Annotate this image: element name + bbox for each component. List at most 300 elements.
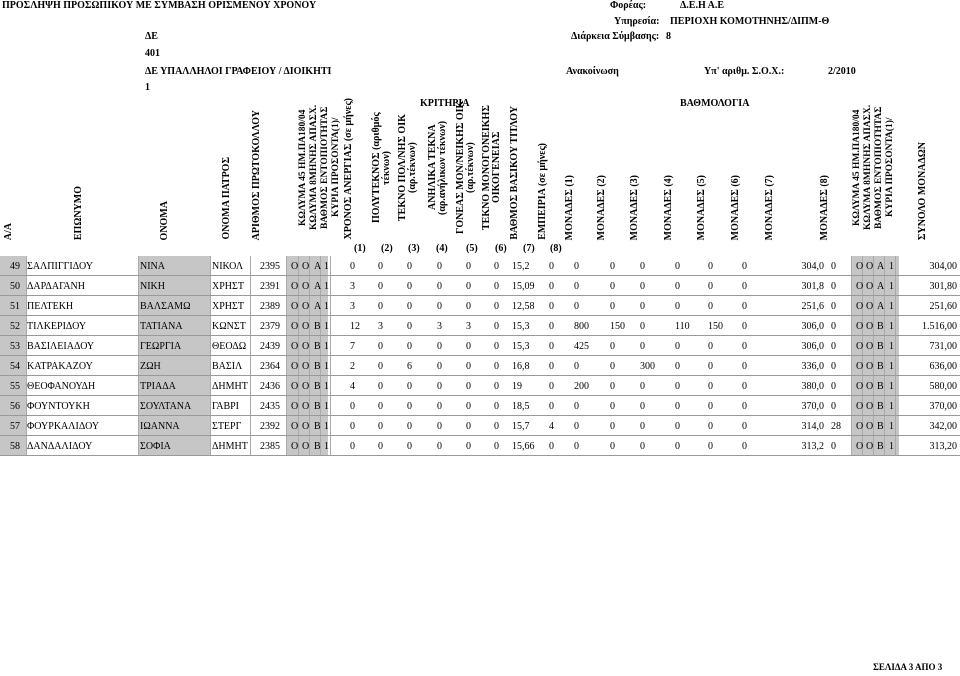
cell-k4: 1: [324, 361, 329, 372]
cell-eponymo: ΠΕΛΤΕΚΗ: [27, 301, 74, 312]
cell-m6: 0: [742, 381, 747, 392]
cell-m1: 0: [574, 261, 579, 272]
cell-q2: Ο: [866, 421, 874, 432]
column-separator: [286, 356, 287, 376]
column-separator: [210, 376, 211, 396]
table-row: [0, 356, 960, 376]
cell-q4: 1: [889, 341, 894, 352]
cell-k3: Β: [314, 441, 321, 452]
cell-m5: 0: [708, 441, 713, 452]
cell-c3: 6: [407, 361, 412, 372]
cell-q1: Ο: [856, 341, 864, 352]
cell-c4: 3: [437, 321, 442, 332]
column-separator: [210, 276, 211, 296]
col-kolyma-2: ΚΩΛΥΜΑ 45 ΗΜ.ΠΑ180/04 ΚΩΛΥΜΑ 8ΜΗΝΗΣ ΑΠΑΣΧ. ΒΑΘΜΟΣ ΕΝΤΟΠΙΟΤΗΤΑΣ ΚΥΡΙΑ ΠΡΟΣΟΝΤΑ(1)/: [852, 104, 895, 231]
cell-k1: Ο: [291, 401, 299, 412]
cell-q3: Β: [877, 421, 884, 432]
column-separator: [250, 416, 251, 436]
col-protokollou: ΑΡΙΘΜΟΣ ΠΡΩΤΟΚΟΛΛΟΥ: [251, 109, 262, 240]
cell-m3: 0: [640, 441, 645, 452]
cell-m2: 0: [610, 381, 615, 392]
cell-k3: Β: [314, 381, 321, 392]
cell-onoma: ΣΟΦΙΑ: [140, 441, 171, 452]
column-separator: [138, 356, 139, 376]
cell-c1: 2: [350, 361, 355, 372]
cell-c2: 0: [378, 301, 383, 312]
cell-c8: 0: [549, 361, 554, 372]
cell-prot: 2392: [260, 421, 280, 432]
cell-total: 370,00: [929, 401, 957, 412]
cell-m2: 0: [610, 281, 615, 292]
cell-c4: 0: [437, 401, 442, 412]
cell-c5: 0: [466, 301, 471, 312]
cell-k1: Ο: [291, 301, 299, 312]
cell-patros: ΔΗΜΗΤ: [212, 441, 248, 452]
category-label: ΔΕ: [145, 31, 158, 42]
cell-m7: 251,6: [801, 301, 824, 312]
cell-m6: 0: [742, 401, 747, 412]
cell-q3: Α: [877, 261, 885, 272]
cell-c3: 0: [407, 281, 412, 292]
cell-prot: 2389: [260, 301, 280, 312]
col-eponymo: ΕΠΩΝΥΜΟ: [73, 185, 84, 240]
cell-c2: 0: [378, 381, 383, 392]
cell-eponymo: ΒΑΣΙΛΕΙΑΔΟΥ: [27, 341, 95, 352]
cell-q3: Α: [877, 281, 885, 292]
cell-total: 1.516,00: [922, 321, 957, 332]
cell-c2: 3: [378, 321, 383, 332]
column-separator: [851, 336, 852, 356]
cell-q3: Β: [877, 341, 884, 352]
cell-aa: 50: [10, 281, 20, 292]
cell-m2: 0: [610, 261, 615, 272]
cell-k4: 1: [324, 401, 329, 412]
col-kolyma: ΚΩΛΥΜΑ 45 ΗΜ.ΠΑ180/04 ΚΩΛΥΜΑ 8ΜΗΝΗΣ ΑΠΑΣΧ. ΒΑΘΜΟΣ ΕΝΤΟΠΙΟΤΗΤΑΣ ΚΥΡΙΑ ΠΡΟΣΟΝΤΑ(1)/: [298, 104, 341, 231]
cell-c3: 0: [407, 381, 412, 392]
column-separator: [250, 356, 251, 376]
cell-c6: 0: [494, 361, 499, 372]
cell-k2: Ο: [302, 361, 310, 372]
cell-q4: 1: [889, 401, 894, 412]
cell-prot: 2439: [260, 341, 280, 352]
cell-m5: 0: [708, 381, 713, 392]
cell-k3: Β: [314, 341, 321, 352]
cell-patros: ΚΩΝΣΤ: [212, 321, 246, 332]
cell-m7: 380,0: [801, 381, 824, 392]
cell-onoma: ΓΕΩΡΓΙΑ: [140, 341, 182, 352]
cell-c5: 0: [466, 401, 471, 412]
col-polyteknos: ΠΟΛΥΤΕΚΝΟΣ (αριθμός τέκνων): [371, 112, 392, 223]
criteria-subnumber: (7): [523, 243, 535, 254]
cell-k2: Ο: [302, 401, 310, 412]
cell-c2: 0: [378, 441, 383, 452]
cell-m2: 150: [610, 321, 625, 332]
cell-c2: 0: [378, 281, 383, 292]
cell-c4: 0: [437, 281, 442, 292]
cell-patros: ΝΙΚΟΛ: [212, 261, 244, 272]
column-separator: [851, 316, 852, 336]
cell-m1: 0: [574, 281, 579, 292]
cell-c8: 0: [549, 401, 554, 412]
cell-m2: 0: [610, 341, 615, 352]
criteria-subnumber: (3): [408, 243, 420, 254]
cell-k3: Β: [314, 421, 321, 432]
cell-k4: 1: [324, 341, 329, 352]
cell-q3: Α: [877, 301, 885, 312]
cell-q4: 1: [889, 321, 894, 332]
cell-m3: 0: [640, 301, 645, 312]
cell-q3: Β: [877, 401, 884, 412]
cell-m6: 0: [742, 421, 747, 432]
cell-eponymo: ΔΑΡΔΑΓΑΝΗ: [27, 281, 85, 292]
cell-c8: 0: [549, 301, 554, 312]
cell-total: 731,00: [929, 341, 957, 352]
cell-m7: 306,0: [801, 321, 824, 332]
col-monades-2: ΜΟΝΑΔΕΣ (2): [596, 174, 607, 240]
cell-q1: Ο: [856, 361, 864, 372]
column-separator: [210, 416, 211, 436]
cell-m3: 0: [640, 381, 645, 392]
cell-c4: 0: [437, 421, 442, 432]
ypar-label: Υπ' αριθμ. Σ.Ο.Χ.:: [704, 66, 785, 77]
cell-k2: Ο: [302, 281, 310, 292]
cell-m8: 0: [831, 301, 836, 312]
cell-k3: Α: [314, 281, 322, 292]
col-monades-5: ΜΟΝΑΔΕΣ (5): [696, 174, 707, 240]
cell-m4: 0: [675, 341, 680, 352]
cell-c1: 0: [350, 261, 355, 272]
cell-k2: Ο: [302, 261, 310, 272]
specialty-code: 401: [145, 48, 160, 59]
cell-onoma: ΖΩΗ: [140, 361, 161, 372]
cell-aa: 49: [10, 261, 20, 272]
kritiria-group-header: ΚΡΙΤΗΡΙΑ: [420, 98, 470, 109]
cell-c1: 4: [350, 381, 355, 392]
column-separator: [138, 316, 139, 336]
cell-k1: Ο: [291, 261, 299, 272]
cell-q1: Ο: [856, 261, 864, 272]
ypiresia-label: Υπηρεσία:: [614, 16, 660, 27]
cell-c1: 12: [350, 321, 360, 332]
cell-k2: Ο: [302, 341, 310, 352]
cell-m5: 0: [708, 281, 713, 292]
cell-c2: 0: [378, 341, 383, 352]
cell-m7: 314,0: [801, 421, 824, 432]
cell-q1: Ο: [856, 401, 864, 412]
cell-q2: Ο: [866, 261, 874, 272]
cell-q1: Ο: [856, 421, 864, 432]
cell-m4: 0: [675, 281, 680, 292]
cell-eponymo: ΚΑΤΡΑΚΑΖΟΥ: [27, 361, 93, 372]
cell-c4: 0: [437, 341, 442, 352]
cell-aa: 53: [10, 341, 20, 352]
cell-patros: ΘΕΟΔΩ: [212, 341, 247, 352]
cell-m7: 336,0: [801, 361, 824, 372]
cell-eponymo: ΤΙΛΚΕΡΙΔΟΥ: [27, 321, 87, 332]
column-separator: [138, 436, 139, 456]
cell-prot: 2379: [260, 321, 280, 332]
table-row: [0, 416, 960, 436]
cell-m8: 0: [831, 441, 836, 452]
cell-aa: 51: [10, 301, 20, 312]
cell-k3: Α: [314, 261, 322, 272]
cell-m1: 0: [574, 361, 579, 372]
cell-c5: 0: [466, 441, 471, 452]
foreas-label: Φορέας:: [610, 0, 647, 11]
cell-m8: 0: [831, 401, 836, 412]
column-separator: [286, 256, 287, 276]
cell-c4: 0: [437, 301, 442, 312]
cell-q3: Β: [877, 381, 884, 392]
cell-c6: 0: [494, 381, 499, 392]
cell-c6: 0: [494, 281, 499, 292]
vathmologia-group-header: ΒΑΘΜΟΛΟΓΙΑ: [680, 98, 750, 109]
column-separator: [138, 376, 139, 396]
cell-m3: 0: [640, 281, 645, 292]
cell-k4: 1: [324, 261, 329, 272]
column-separator: [250, 256, 251, 276]
cell-aa: 56: [10, 401, 20, 412]
cell-onoma: ΝΙΚΗ: [140, 281, 165, 292]
cell-k4: 1: [324, 441, 329, 452]
cell-eponymo: ΣΑΛΠΙΓΓΙΔΟΥ: [27, 261, 93, 272]
cell-m6: 0: [742, 261, 747, 272]
cell-patros: ΣΤΕΡΓ: [212, 421, 242, 432]
column-separator: [250, 276, 251, 296]
cell-c6: 0: [494, 301, 499, 312]
page-number: ΣΕΛΙΔΑ 3 ΑΠΟ 3: [873, 662, 943, 672]
col-monades-1: ΜΟΝΑΔΕΣ (1): [564, 174, 575, 240]
cell-c1: 0: [350, 401, 355, 412]
cell-m2: 0: [610, 401, 615, 412]
column-separator: [138, 396, 139, 416]
cell-q2: Ο: [866, 341, 874, 352]
cell-q1: Ο: [856, 321, 864, 332]
cell-c2: 0: [378, 421, 383, 432]
column-separator: [851, 256, 852, 276]
cell-m7: 301,8: [801, 281, 824, 292]
cell-m6: 0: [742, 361, 747, 372]
ypar-value: 2/2010: [828, 66, 856, 77]
cell-k2: Ο: [302, 381, 310, 392]
column-separator: [851, 356, 852, 376]
column-separator: [286, 316, 287, 336]
cell-q4: 1: [889, 441, 894, 452]
criteria-subnumber: (8): [550, 243, 562, 254]
positions-count: 1: [145, 82, 150, 93]
column-separator: [286, 396, 287, 416]
foreas-value: Δ.Ε.Η Α.Ε: [680, 0, 725, 11]
cell-onoma: ΤΑΤΙΑΝΑ: [140, 321, 183, 332]
column-separator: [138, 256, 139, 276]
cell-m4: 0: [675, 421, 680, 432]
cell-m1: 200: [574, 381, 589, 392]
document-title: ΠΡΟΣΛΗΨΗ ΠΡΟΣΩΠΙΚΟΥ ΜΕ ΣΥΜΒΑΣΗ ΟΡΙΣΜΕΝΟΥ ΧΡΟΝΟΥ: [2, 0, 317, 11]
cell-c7: 12,58: [512, 301, 535, 312]
cell-patros: ΧΡΗΣΤ: [212, 281, 244, 292]
cell-prot: 2391: [260, 281, 280, 292]
cell-k4: 1: [324, 381, 329, 392]
col-monades-4: ΜΟΝΑΔΕΣ (4): [663, 174, 674, 240]
cell-onoma: ΝΙΝΑ: [140, 261, 165, 272]
cell-c8: 4: [549, 421, 554, 432]
cell-k1: Ο: [291, 361, 299, 372]
cell-k4: 1: [324, 301, 329, 312]
cell-m5: 0: [708, 261, 713, 272]
cell-c7: 15,3: [512, 321, 530, 332]
cell-aa: 57: [10, 421, 20, 432]
cell-m6: 0: [742, 441, 747, 452]
cell-eponymo: ΦΟΥΡΚΑΛΙΔΟΥ: [27, 421, 100, 432]
column-separator: [851, 416, 852, 436]
cell-m7: 304,0: [801, 261, 824, 272]
cell-m2: 0: [610, 441, 615, 452]
cell-m3: 0: [640, 261, 645, 272]
column-separator: [250, 396, 251, 416]
cell-m5: 0: [708, 421, 713, 432]
column-separator: [286, 276, 287, 296]
cell-q4: 1: [889, 381, 894, 392]
specialty-name: ΔΕ ΥΠΑΛΛΗΛΟΙ ΓΡΑΦΕΙΟΥ / ΔΙΟΙΚΗΤΙ: [145, 66, 332, 77]
cell-c5: 0: [466, 341, 471, 352]
cell-k2: Ο: [302, 321, 310, 332]
column-separator: [851, 296, 852, 316]
cell-m6: 0: [742, 321, 747, 332]
cell-m6: 0: [742, 301, 747, 312]
cell-m1: 425: [574, 341, 589, 352]
column-separator: [210, 396, 211, 416]
diarkeia-value: 8: [666, 31, 671, 42]
criteria-subnumber: (4): [436, 243, 448, 254]
cell-m8: 0: [831, 281, 836, 292]
cell-c1: 7: [350, 341, 355, 352]
cell-onoma: ΒΑΛΣΑΜΩ: [140, 301, 191, 312]
cell-c8: 0: [549, 341, 554, 352]
table-row: [0, 436, 960, 456]
cell-q4: 1: [889, 301, 894, 312]
cell-m1: 0: [574, 401, 579, 412]
cell-k1: Ο: [291, 381, 299, 392]
cell-k3: Β: [314, 401, 321, 412]
cell-m5: 0: [708, 341, 713, 352]
column-separator: [851, 436, 852, 456]
cell-q1: Ο: [856, 441, 864, 452]
cell-c1: 0: [350, 441, 355, 452]
cell-m5: 0: [708, 361, 713, 372]
cell-k4: 1: [324, 421, 329, 432]
column-separator: [851, 396, 852, 416]
col-vathmos: ΒΑΘΜΟΣ ΒΑΣΙΚΟΥ ΤΙΤΛΟΥ: [509, 106, 520, 240]
ypiresia-value: ΠΕΡΙΟΧΗ ΚΟΜΟΤΗΝΗΣ/ΔΙΠΜ-Θ: [670, 16, 830, 27]
column-separator: [138, 336, 139, 356]
cell-eponymo: ΔΑΝΔΑΛΙΔΟΥ: [27, 441, 93, 452]
cell-c1: 3: [350, 281, 355, 292]
cell-prot: 2436: [260, 381, 280, 392]
cell-k1: Ο: [291, 421, 299, 432]
cell-prot: 2364: [260, 361, 280, 372]
table-row: [0, 296, 960, 316]
cell-c7: 15,3: [512, 341, 530, 352]
cell-c3: 0: [407, 421, 412, 432]
criteria-subnumber: (5): [466, 243, 478, 254]
cell-m6: 0: [742, 281, 747, 292]
cell-m8: 0: [831, 261, 836, 272]
cell-total: 580,00: [929, 381, 957, 392]
cell-m3: 0: [640, 321, 645, 332]
cell-k3: Β: [314, 361, 321, 372]
cell-q4: 1: [889, 361, 894, 372]
cell-c1: 0: [350, 421, 355, 432]
cell-k3: Α: [314, 301, 322, 312]
column-separator: [250, 296, 251, 316]
cell-c3: 0: [407, 401, 412, 412]
column-separator: [286, 376, 287, 396]
cell-c8: 0: [549, 281, 554, 292]
cell-c5: 0: [466, 361, 471, 372]
cell-m4: 0: [675, 381, 680, 392]
cell-k1: Ο: [291, 321, 299, 332]
cell-m4: 0: [675, 261, 680, 272]
column-separator: [250, 336, 251, 356]
cell-m7: 306,0: [801, 341, 824, 352]
column-separator: [286, 336, 287, 356]
cell-q2: Ο: [866, 301, 874, 312]
cell-c3: 0: [407, 261, 412, 272]
cell-m4: 0: [675, 441, 680, 452]
column-separator: [138, 416, 139, 436]
col-goneas: ΓΟΝΕΑΣ ΜΟΝ/ΝΕΙΚΗΣ ΟΙΚ (αρ.τέκνων): [455, 100, 476, 235]
column-separator: [286, 436, 287, 456]
table-row: [0, 256, 960, 276]
cell-prot: 2385: [260, 441, 280, 452]
cell-m1: 0: [574, 301, 579, 312]
column-separator: [286, 296, 287, 316]
cell-c3: 0: [407, 301, 412, 312]
cell-k4: 1: [324, 321, 329, 332]
cell-prot: 2395: [260, 261, 280, 272]
criteria-subnumber: (2): [381, 243, 393, 254]
column-separator: [286, 416, 287, 436]
cell-c2: 0: [378, 361, 383, 372]
col-patros: ΟΝΟΜΑ ΠΑΤΡΟΣ: [221, 157, 232, 240]
cell-patros: ΓΑΒΡΙ: [212, 401, 240, 412]
col-anilika: ΑΝΗΛΙΚΑ ΤΕΚΝΑ (αρ.ανήλικων τέκνων): [427, 120, 448, 215]
column-separator: [250, 376, 251, 396]
cell-q2: Ο: [866, 321, 874, 332]
cell-c8: 0: [549, 321, 554, 332]
column-separator: [210, 296, 211, 316]
cell-c6: 0: [494, 321, 499, 332]
cell-c2: 0: [378, 261, 383, 272]
cell-m8: 0: [831, 381, 836, 392]
column-separator: [210, 256, 211, 276]
cell-m1: 0: [574, 421, 579, 432]
anakoinosi-label: Ανακοίνωση: [566, 66, 619, 77]
col-tekno-polyteknis: ΤΕΚΝΟ ΠΟΛ/ΝΗΣ ΟΙΚ (αρ.τέκνων): [397, 114, 418, 221]
col-aa: Α/Α: [3, 222, 14, 240]
cell-c3: 0: [407, 441, 412, 452]
cell-aa: 54: [10, 361, 20, 372]
cell-k1: Ο: [291, 281, 299, 292]
cell-c5: 0: [466, 281, 471, 292]
cell-c5: 0: [466, 261, 471, 272]
table-row: [0, 336, 960, 356]
column-separator: [138, 296, 139, 316]
cell-c7: 15,7: [512, 421, 530, 432]
col-monades-8: ΜΟΝΑΔΕΣ (8): [819, 174, 830, 240]
cell-c7: 16,8: [512, 361, 530, 372]
cell-q4: 1: [889, 261, 894, 272]
